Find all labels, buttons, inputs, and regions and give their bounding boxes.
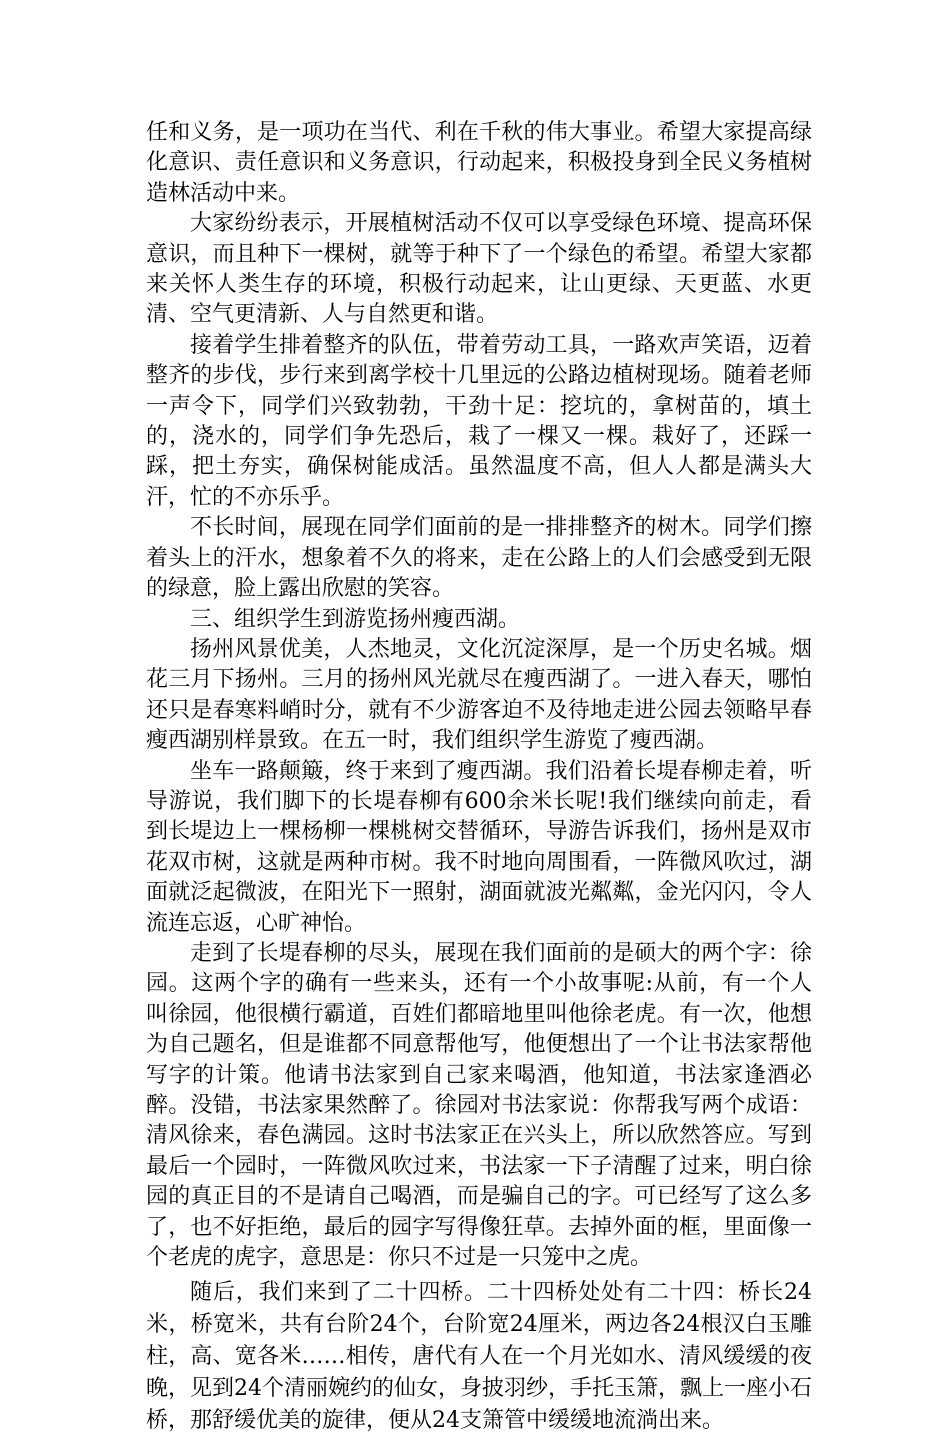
paragraph-6: 坐车一路颠簸，终于来到了瘦西湖。我们沿着长堤春柳走着，听导游说，我们脚下的长堤春柳有600余米长呢!我们继续向前走，看到长堤边上一棵杨柳一棵桃树交替循环，导游告诉我们，扬州是双市花双市树，这就是两种市树。我不时地向周围看，一阵微风吹过，湖面就泛起微波，在阳光下一照射，湖面就波光粼粼，金光闪闪，令人流连忘返，心旷神怡。 <box>146 758 812 936</box>
paragraph-2: 大家纷纷表示，开展植树活动不仅可以享受绿色环境、提高环保意识，而且种下一棵树，就等于种下了一个绿色的希望。希望大家都来关怀人类生存的环境，积极行动起来，让山更绿、天更蓝、水更清、空气更清新、人与自然更和谐。 <box>146 211 812 328</box>
paragraph-5: 扬州风景优美，人杰地灵，文化沉淀深厚，是一个历史名城。烟花三月下扬州。三月的扬州风光就尽在瘦西湖了。一进入春天，哪怕还只是春寒料峭时分，就有不少游客迫不及待地走进公园去领略早春瘦西湖别样景致。在五一时，我们组织学生游览了瘦西湖。 <box>146 636 812 754</box>
paragraph-1: 任和义务，是一项功在当代、利在千秋的伟大事业。希望大家提高绿化意识、责任意识和义务意识，行动起来，积极投身到全民义务植树造林活动中来。 <box>146 120 812 206</box>
paragraph-8: 随后，我们来到了二十四桥。二十四桥处处有二十四：桥长24米，桥宽米，共有台阶24个，台阶宽24厘米，两边各24根汉白玉雕柱，高、宽各米……相传，唐代有人在一个月光如水、清风缓缓的夜晚，见到24个清丽婉约的仙女，身披羽纱，手托玉箫，飘上一座小石桥，那舒缓优美的旋律，便从24支箫管中缓缓地流淌出来。 <box>146 1280 813 1433</box>
paragraph-7: 走到了长堤春柳的尽头，展现在我们面前的是硕大的两个字：徐园。这两个字的确有一些来头，还有一个小故事呢:从前，有一个人叫徐园，他很横行霸道，百姓们都暗地里叫他徐老虎。有一次，他想为自己题名，但是谁都不同意帮他写，他便想出了一个让书法家帮他写字的计策。他请书法家到自己家来喝酒，他知道，书法家逢酒必醉。没错，书法家果然醉了。徐园对书法家说：你帮我写两个成语：清风徐来，春色满园。这时书法家正在兴头上，所以欣然答应。写到最后一个园时，一阵微风吹过来，书法家一下子清醒了过来，明白徐园的真正目的不是请自己喝酒，而是骗自己的字。可已经写了这么多了，也不好拒绝，最后的园字写得像狂草。去掉外面的框，里面像一个老虎的虎字，意思是：你只不过是一只笼中之虎。 <box>146 940 812 1271</box>
paragraph-3: 接着学生排着整齐的队伍，带着劳动工具，一路欢声笑语，迈着整齐的步伐，步行来到离学校十几里远的公路边植树现场。随着老师一声令下，同学们兴致勃勃，干劲十足：挖坑的，拿树苗的，填土的，浇水的，同学们争先恐后，栽了一棵又一棵。栽好了，还踩一踩，把土夯实，确保树能成活。虽然温度不高，但人人都是满头大汗，忙的不亦乐乎。 <box>146 332 812 510</box>
paragraph-4: 不长时间，展现在同学们面前的是一排排整齐的树木。同学们擦着头上的汗水，想象着不久的将来，走在公路上的人们会感受到无限的绿意，脸上露出欣慰的笑容。 <box>146 515 812 602</box>
document-body <box>146 118 812 1436</box>
section-heading: 三、组织学生到游览扬州瘦西湖。 <box>190 606 521 632</box>
